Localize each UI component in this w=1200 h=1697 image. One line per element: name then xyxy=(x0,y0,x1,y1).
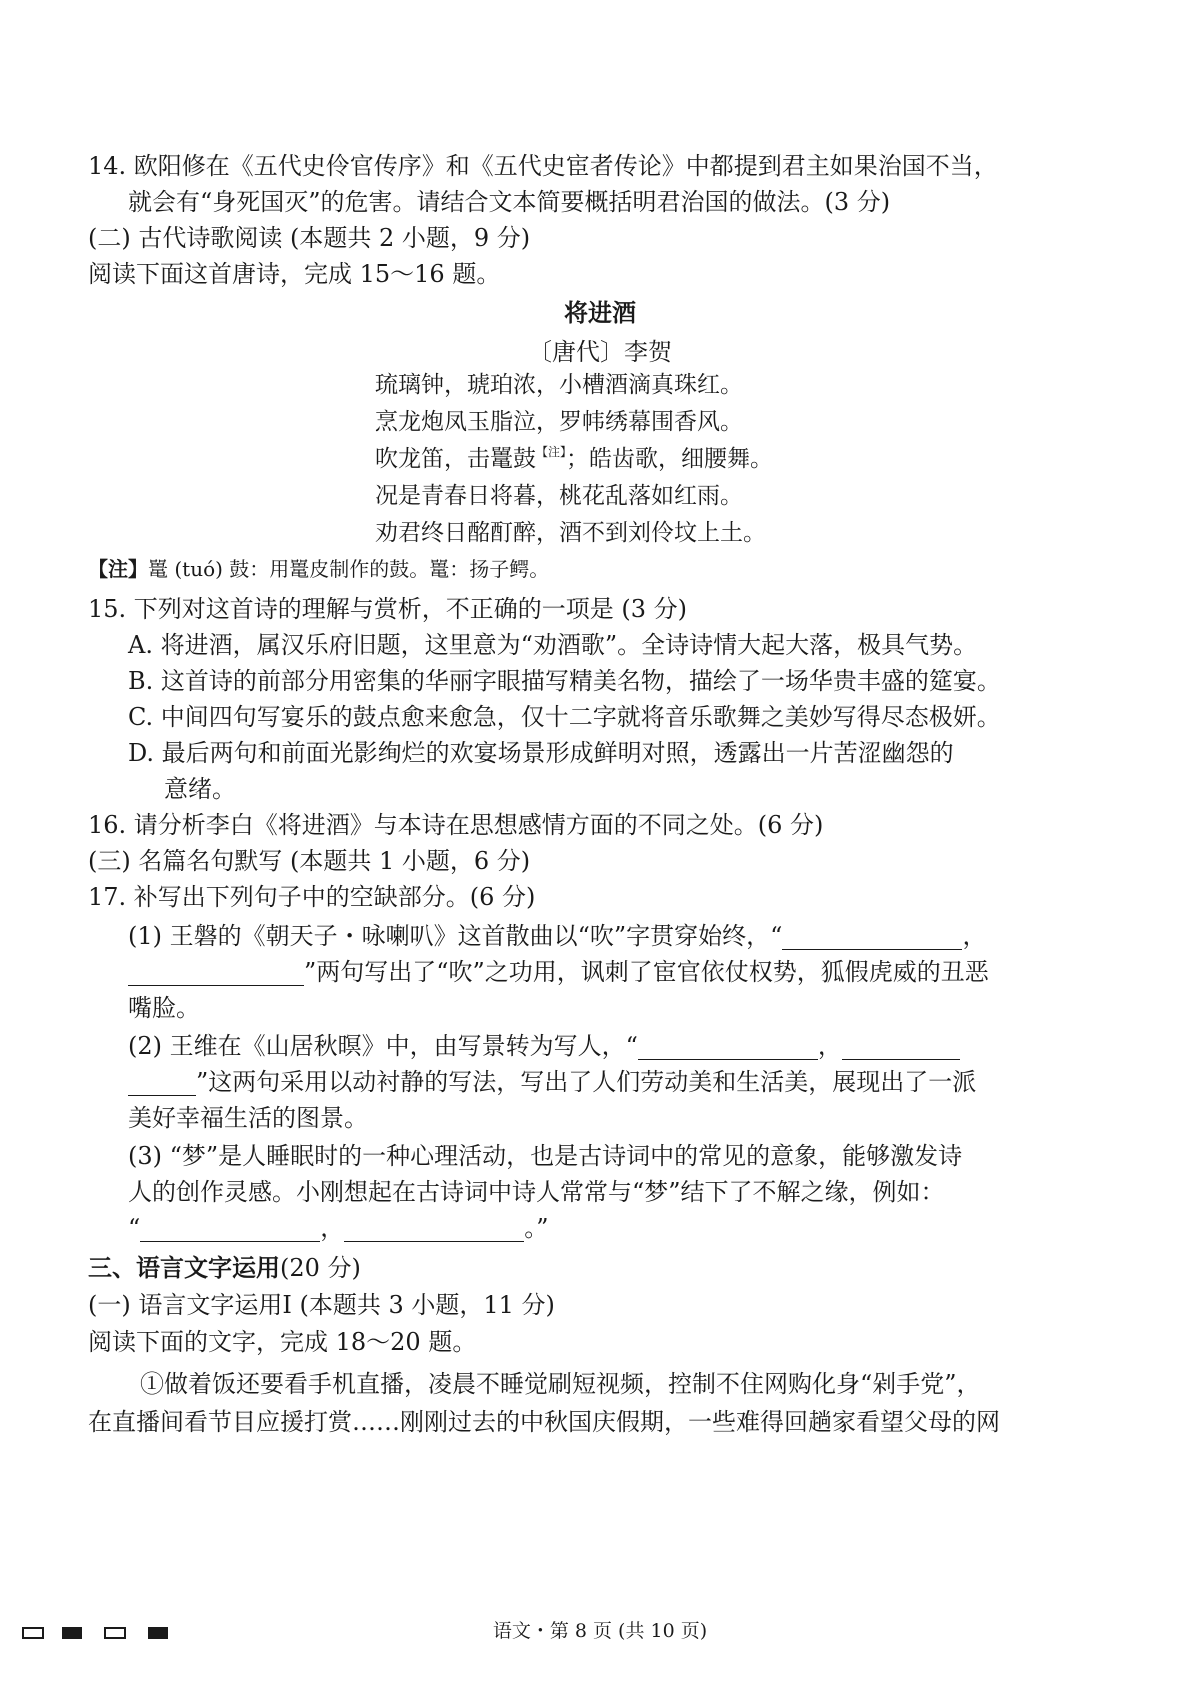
note-tag: 【注】 xyxy=(88,557,148,581)
part3-sub-heading: (一) 语言文字运用Ⅰ (本题共 3 小题，11 分) xyxy=(88,1291,555,1319)
q17-p3-text-d: ， xyxy=(320,1214,345,1242)
part3-instruction: 阅读下面的文字，完成 18～20 题。 xyxy=(88,1328,477,1356)
poem-note xyxy=(88,553,549,585)
q15-option-c: C. 中间四句写宴乐的鼓点愈来愈急，仅十二字就将音乐歌舞之美妙写得尽态极妍。 xyxy=(128,703,1001,731)
passage-line-2: 在直播间看节目应援打赏……刚刚过去的中秋国庆假期，一些难得回趟家看望父母的网 xyxy=(88,1408,1000,1436)
q17-p2-text-a: (2) 王维在《山居秋暝》中，由写景转为写人，“ xyxy=(128,1032,638,1060)
q17-p1-line3: 嘴脸。 xyxy=(128,994,200,1022)
note-text: 鼍 (tuó) 鼓：用鼍皮制作的鼓。鼍：扬子鳄。 xyxy=(148,557,550,581)
q17-blank-4a[interactable] xyxy=(842,1033,960,1060)
section-recite-heading: (三) 名篇名句默写 (本题共 1 小题，6 分) xyxy=(88,847,531,875)
part3-heading: 三、语言文字运用 xyxy=(88,1253,280,1282)
q15-option-d: D. 最后两句和前面光影绚烂的欢宴场景形成鲜明对照，透露出一片苦涩幽怨的 xyxy=(128,739,954,767)
q17-p3-line2: 人的创作灵感。小刚想起在古诗词中诗人常常与“梦”结下了不解之缘，例如： xyxy=(128,1178,945,1206)
q17-p1-line2 xyxy=(128,954,989,990)
q15-stem: 15. 下列对这首诗的理解与赏析，不正确的一项是 (3 分) xyxy=(88,595,688,623)
q17-p2-line3: 美好幸福生活的图景。 xyxy=(128,1104,368,1132)
q17-p3-text-e: 。” xyxy=(524,1214,549,1242)
q14-line2: 就会有“身死国灭”的危害。请结合文本简要概括明君治国的做法。(3 分) xyxy=(128,188,891,216)
q17-blank-6[interactable] xyxy=(344,1215,524,1242)
q16-stem: 16. 请分析李白《将进酒》与本诗在思想感情方面的不同之处。(6 分) xyxy=(88,811,824,839)
part3-heading-line xyxy=(88,1250,361,1286)
q17-p1-text-b: ， xyxy=(962,922,987,950)
q17-blank-3[interactable] xyxy=(638,1033,818,1060)
poem-line-3 xyxy=(375,441,773,477)
q17-blank-4b[interactable] xyxy=(128,1069,196,1096)
q17-p2-line1 xyxy=(128,1028,960,1064)
section-poetry-heading: (二) 古代诗歌阅读 (本题共 2 小题，9 分) xyxy=(88,224,531,252)
poem-author: 〔唐代〕李贺 xyxy=(528,338,672,366)
q17-blank-5[interactable] xyxy=(140,1215,320,1242)
poem-line-1: 琉璃钟，琥珀浓，小槽酒滴真珠红。 xyxy=(375,372,743,398)
page-footer: 语文・第 8 页 (共 10 页) xyxy=(492,1620,708,1642)
q15-option-a: A. 将进酒，属汉乐府旧题，这里意为“劝酒歌”。全诗诗情大起大落，极具气势。 xyxy=(128,631,978,659)
q17-p3-line1: (3) “梦”是人睡眠时的一种心理活动，也是古诗词中的常见的意象，能够激发诗 xyxy=(128,1142,963,1170)
poetry-instruction: 阅读下面这首唐诗，完成 15～16 题。 xyxy=(88,260,501,288)
q17-p1-text-a: (1) 王磐的《朝天子・咏喇叭》这首散曲以“吹”字贯穿始终，“ xyxy=(128,922,783,950)
q14-line1: 14. 欧阳修在《五代史伶官传序》和《五代史宦者传论》中都提到君主如果治国不当， xyxy=(88,152,998,180)
q17-p3-line3 xyxy=(128,1210,549,1246)
q17-p2-text-b: ， xyxy=(817,1032,842,1060)
q17-p2-line2 xyxy=(128,1064,976,1100)
poem-title: 将进酒 xyxy=(564,298,636,327)
q17-blank-1[interactable] xyxy=(782,923,962,950)
q15-option-d-cont: 意绪。 xyxy=(164,775,236,803)
q17-p1-text-c: ”两句写出了“吹”之功用，讽刺了宦官依仗权势，狐假虎威的丑恶 xyxy=(304,958,989,986)
note-marker: 【注】 xyxy=(536,445,567,459)
poem-line-4: 况是青春日将暮，桃花乱落如红雨。 xyxy=(375,483,743,509)
q17-p1-line1 xyxy=(128,918,986,954)
poem-line-3-rest: ；皓齿歌，细腰舞。 xyxy=(566,446,774,472)
poem-line-3-text: 吹龙笛，击鼍鼓 xyxy=(375,446,536,472)
q15-option-b: B. 这首诗的前部分用密集的华丽字眼描写精美名物，描绘了一场华贵丰盛的筵宴。 xyxy=(128,667,1001,695)
q17-p3-text-c: “ xyxy=(128,1214,141,1242)
q17-p2-text-c: ”这两句采用以动衬静的写法，写出了人们劳动美和生活美，展现出了一派 xyxy=(196,1068,977,1096)
poem-line-5: 劝君终日酩酊醉，酒不到刘伶坟上土。 xyxy=(375,520,766,546)
q17-stem: 17. 补写出下列句子中的空缺部分。(6 分) xyxy=(88,883,536,911)
poem-line-2: 烹龙炮凤玉脂泣，罗帏绣幕围香风。 xyxy=(375,409,743,435)
part3-score: (20 分) xyxy=(280,1254,361,1282)
passage-line-1: ①做着饭还要看手机直播，凌晨不睡觉刷短视频，控制不住网购化身“剁手党”， xyxy=(140,1370,981,1398)
q17-blank-2[interactable] xyxy=(128,959,304,986)
